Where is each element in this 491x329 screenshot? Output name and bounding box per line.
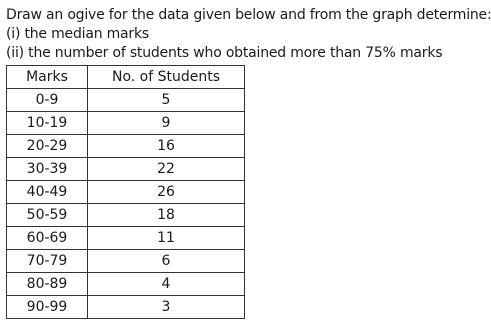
question-line-3: (ii) the number of students who obtained more than 75% marks <box>6 45 443 61</box>
cell-marks: 30-39 <box>7 158 88 181</box>
table-row <box>7 250 245 273</box>
table-row <box>7 135 245 158</box>
cell-marks: 80-89 <box>7 273 88 296</box>
cell-marks: 10-19 <box>7 112 88 135</box>
table-row <box>7 296 245 319</box>
cell-marks: 70-79 <box>7 250 88 273</box>
table-row <box>7 181 245 204</box>
cell-marks: 90-99 <box>7 296 88 319</box>
cell-students: 18 <box>88 204 245 227</box>
cell-students: 6 <box>88 250 245 273</box>
cell-students: 5 <box>88 89 245 112</box>
cell-marks: 50-59 <box>7 204 88 227</box>
header-marks: Marks <box>7 66 88 89</box>
cell-students: 3 <box>88 296 245 319</box>
table-row <box>7 227 245 250</box>
cell-students: 11 <box>88 227 245 250</box>
cell-students: 16 <box>88 135 245 158</box>
question-line-1: Draw an ogive for the data given below and from the graph determine: <box>6 7 491 23</box>
table-row <box>7 273 245 296</box>
table-row <box>7 89 245 112</box>
cell-marks: 0-9 <box>7 89 88 112</box>
cell-students: 22 <box>88 158 245 181</box>
table-header-row <box>7 66 245 89</box>
cell-students: 26 <box>88 181 245 204</box>
cell-students: 4 <box>88 273 245 296</box>
header-students: No. of Students <box>88 66 245 89</box>
table-row <box>7 204 245 227</box>
question-line-2: (i) the median marks <box>6 26 149 42</box>
table-row <box>7 112 245 135</box>
cell-marks: 20-29 <box>7 135 88 158</box>
cell-marks: 40-49 <box>7 181 88 204</box>
cell-students: 9 <box>88 112 245 135</box>
table-row <box>7 158 245 181</box>
cell-marks: 60-69 <box>7 227 88 250</box>
marks-table <box>6 65 245 319</box>
